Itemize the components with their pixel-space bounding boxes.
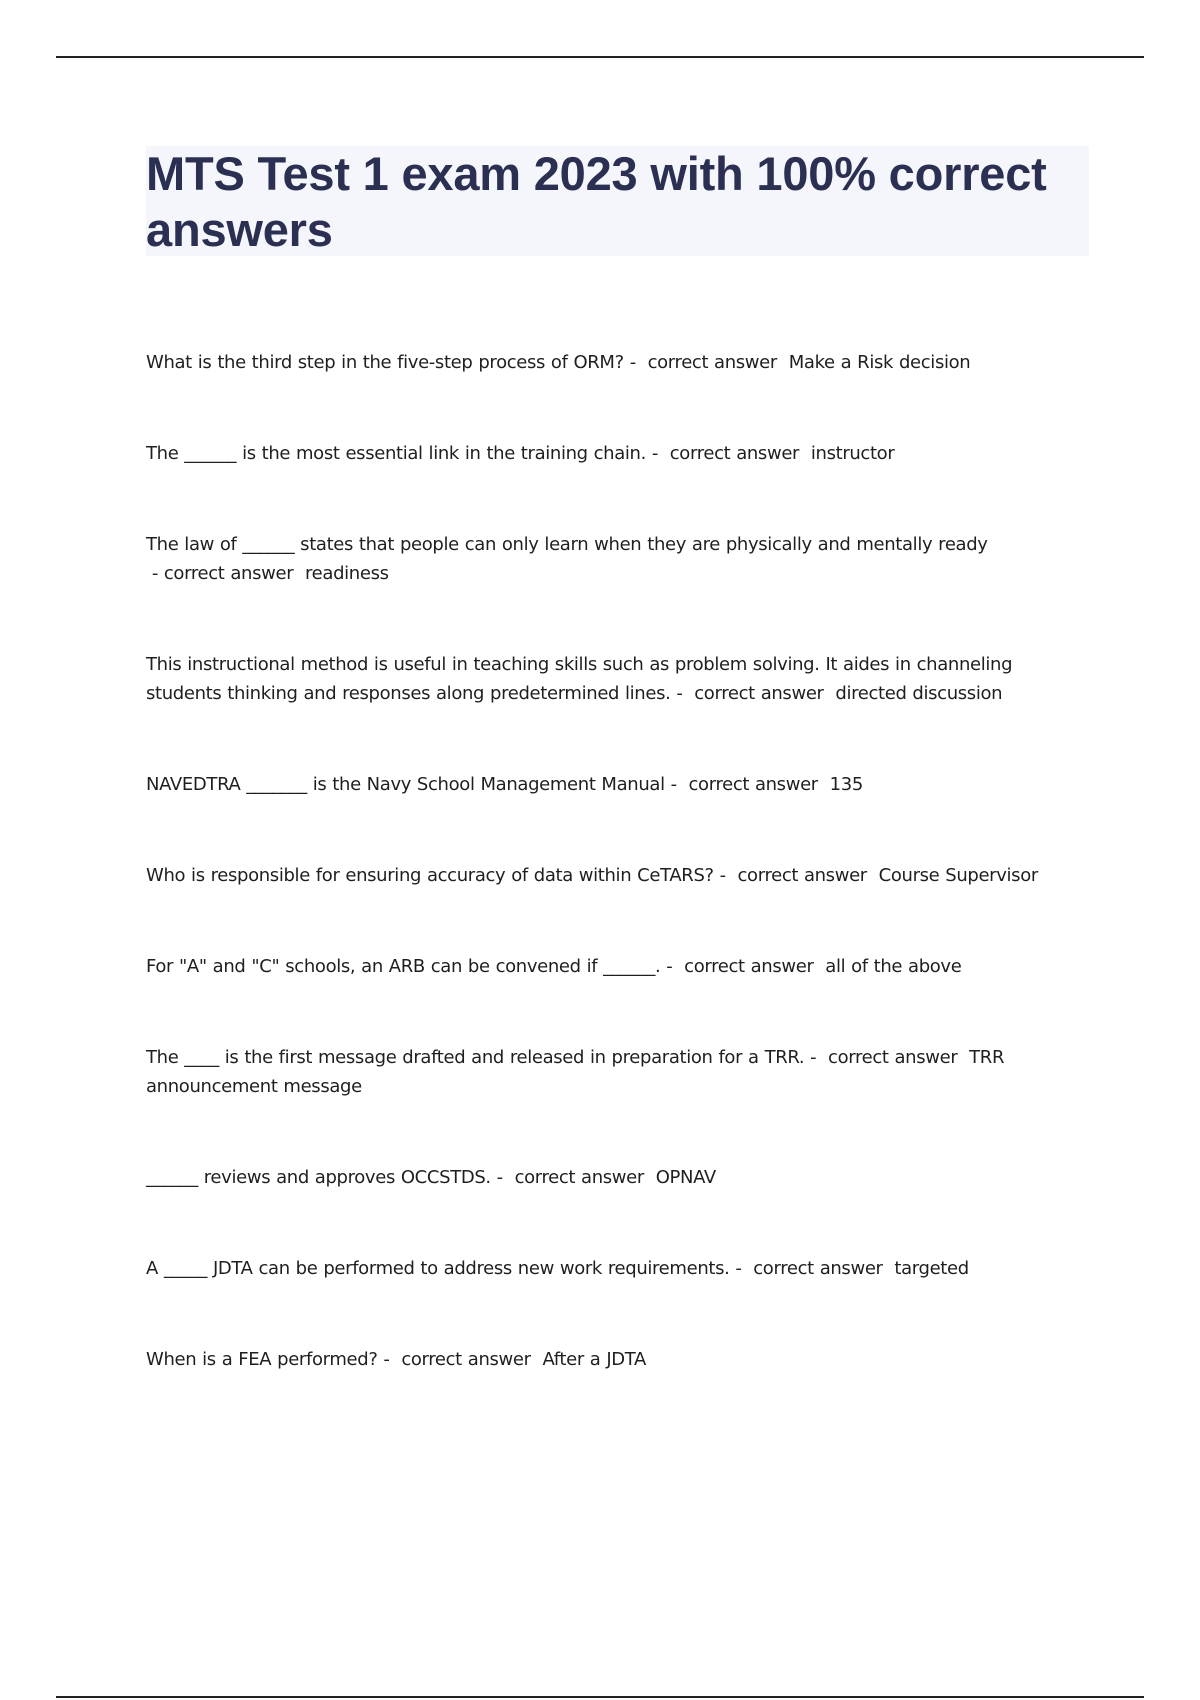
top-rule [56,56,1144,58]
answer-text: all of the above [825,956,962,977]
answer-marker: correct answer [753,1258,883,1279]
answer-marker: correct answer [694,683,824,704]
answer-marker: correct answer [684,956,814,977]
question-text: Who is responsible for ensuring accuracy of data within CeTARS? [146,865,714,886]
answer-text: instructor [810,443,895,464]
question-text: A _____ JDTA can be performed to address new work requirements. [146,1258,730,1279]
answer-marker: correct answer [647,352,777,373]
answer-marker: correct answer [737,865,867,886]
qa-item: For "A" and "C" schools, an ARB can be convened if ______. - correct answer all of the above [146,956,962,977]
qa-item: The ____ is the first message drafted and released in preparation for a TRR. - correct answer TRR announcement message [146,1047,1005,1097]
qa-item: The law of ______ states that people can only learn when they are physically and mentally ready - correct answer readiness [146,534,988,584]
qa-item: A _____ JDTA can be performed to address new work requirements. - correct answer targeted [146,1258,969,1279]
question-text: The ____ is the first message drafted and released in preparation for a TRR. [146,1047,805,1068]
answer-text: TRR announcement message [146,1047,1005,1097]
qa-item: Who is responsible for ensuring accuracy of data within CeTARS? - correct answer Course Supervisor [146,865,1038,886]
title-block [146,146,1089,256]
answer-marker: correct answer [688,774,818,795]
answer-marker: correct answer [514,1167,644,1188]
answer-text: readiness [305,563,389,584]
answer-text: Make a Risk decision [788,352,971,373]
question-text: For "A" and "C" schools, an ARB can be convened if ______. [146,956,661,977]
qa-item: This instructional method is useful in teaching skills such as problem solving. It aides in channeling students thinking and responses along predetermined lines. - correct answer directed discussion [146,654,1013,704]
answer-text: Course Supervisor [878,865,1038,886]
question-text: This instructional method is useful in teaching skills such as problem solving. It aides in channeling students thinking and responses along predetermined lines. [146,654,1013,704]
qa-item: What is the third step in the five-step process of ORM? - correct answer Make a Risk decision [146,352,971,373]
qa-item: When is a FEA performed? - correct answer After a JDTA [146,1349,647,1370]
answer-marker: correct answer [163,563,294,584]
answer-text: directed discussion [835,683,1003,704]
qa-item: ______ reviews and approves OCCSTDS. - correct answer OPNAV [146,1167,716,1188]
qa-item: The ______ is the most essential link in the training chain. - correct answer instructor [146,443,895,464]
question-text: When is a FEA performed? [146,1349,378,1370]
answer-marker: correct answer [828,1047,958,1068]
question-text: ______ reviews and approves OCCSTDS. [146,1167,491,1188]
question-text: What is the third step in the five-step process of ORM? [146,352,624,373]
answer-text: 135 [829,774,863,795]
question-text: The ______ is the most essential link in the training chain. [146,443,646,464]
document-title: MTS Test 1 exam 2023 with 100% correct answers [146,147,1047,256]
question-text: The law of ______ states that people can only learn when they are physically and mentally ready [146,534,988,555]
answer-text: targeted [894,1258,969,1279]
answer-text: OPNAV [655,1167,716,1188]
answer-text: After a JDTA [542,1349,647,1370]
answer-marker: correct answer [401,1349,531,1370]
answer-marker: correct answer [669,443,800,464]
qa-list [146,348,1066,1436]
bottom-rule [56,1696,1144,1698]
question-text: NAVEDTRA _______ is the Navy School Management Manual [146,774,665,795]
qa-item: NAVEDTRA _______ is the Navy School Management Manual - correct answer 135 [146,774,863,795]
